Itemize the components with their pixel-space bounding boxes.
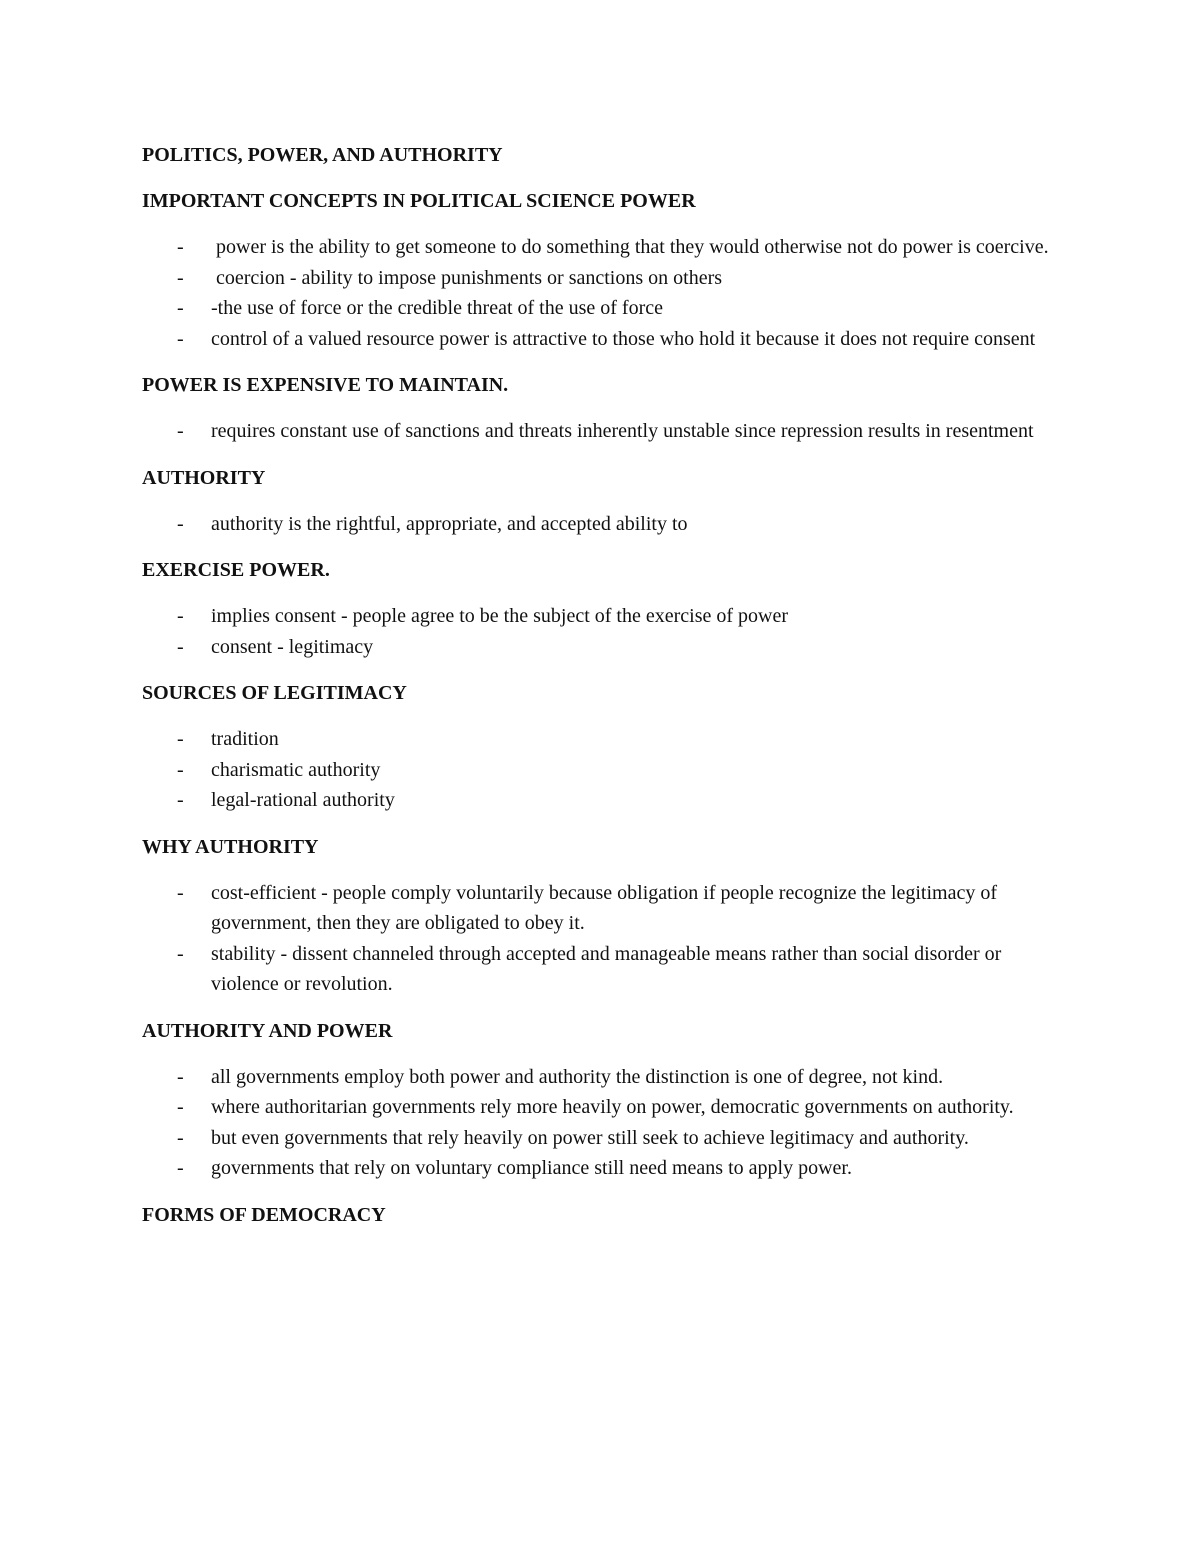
bullet-list [142, 232, 1062, 354]
list-item [142, 263, 1062, 294]
bullet-list [142, 724, 1062, 816]
bullet-marker: - [177, 236, 184, 258]
section-heading: POWER IS EXPENSIVE TO MAINTAIN. [142, 374, 509, 396]
list-item-text: where authoritarian governments rely more heavily on power, democratic governments on authority. [211, 1096, 1014, 1118]
list-item-text: -the use of force or the credible threat of the use of force [211, 297, 664, 319]
section-heading: SOURCES OF LEGITIMACY [142, 682, 407, 704]
list-item [142, 724, 1062, 755]
list-item-text: cost-efficient - people comply voluntarily because obligation if people recognize the legitimacy of government, then they are obligated to obey it. [211, 881, 998, 934]
bullet-marker: - [177, 635, 184, 658]
list-item-text: governments that rely on voluntary compliance still need means to apply power. [211, 1157, 852, 1179]
bullet-marker: - [177, 942, 184, 965]
list-item [142, 878, 1062, 939]
section-heading: AUTHORITY [142, 466, 266, 489]
list-item [142, 939, 1062, 1000]
bullet-marker: - [177, 1126, 184, 1149]
bullet-marker: - [177, 327, 184, 350]
list-item-text: legal-rational authority [211, 789, 395, 811]
list-item [142, 601, 1062, 632]
bullet-list [142, 878, 1062, 1000]
list-item [142, 232, 1062, 263]
list-item [142, 1092, 1062, 1123]
list-item-text: stability - dissent channeled through accepted and manageable means rather than social disorder or violence or revolution. [211, 942, 1002, 995]
list-item-text: requires constant use of sanctions and threats inherently unstable since repression results in resentment [211, 420, 1034, 442]
list-item-text: control of a valued resource power is attractive to those who hold it because it does not require consent [211, 327, 1036, 350]
list-item-text: implies consent - people agree to be the subject of the exercise of power [211, 605, 789, 627]
bullet-marker: - [177, 420, 184, 442]
list-item [142, 632, 1062, 663]
list-item [142, 785, 1062, 816]
list-item [142, 1153, 1062, 1184]
bullet-marker: - [177, 605, 184, 627]
bullet-marker: - [177, 297, 184, 319]
list-item [142, 509, 1062, 540]
bullet-marker: - [177, 266, 184, 289]
bullet-list [142, 1062, 1062, 1184]
section-heading: FORMS OF DEMOCRACY [142, 1203, 386, 1226]
bullet-list [142, 601, 1062, 662]
bullet-marker: - [177, 1065, 184, 1088]
list-item [142, 755, 1062, 786]
list-item [142, 293, 1062, 324]
list-item [142, 1062, 1062, 1093]
bullet-marker: - [177, 1096, 184, 1118]
list-item-text: tradition [211, 728, 279, 750]
list-item [142, 1123, 1062, 1154]
list-item-text: power is the ability to get someone to do something that they would otherwise not do power is coercive. [211, 236, 1049, 258]
list-item [142, 324, 1062, 355]
section-heading: AUTHORITY AND POWER [142, 1019, 393, 1042]
section-heading: WHY AUTHORITY [142, 835, 319, 858]
document-page [142, 140, 1062, 1246]
section-heading: IMPORTANT CONCEPTS IN POLITICAL SCIENCE POWER [142, 190, 696, 212]
bullet-marker: - [177, 881, 184, 904]
list-item-text: consent - legitimacy [211, 635, 374, 658]
list-item-text: authority is the rightful, appropriate, and accepted ability to [211, 512, 688, 535]
bullet-marker: - [177, 512, 184, 535]
list-item-text: charismatic authority [211, 758, 381, 781]
list-item [142, 416, 1062, 447]
document-title: POLITICS, POWER, AND AUTHORITY [142, 144, 503, 166]
bullet-marker: - [177, 1157, 184, 1179]
list-item-text: but even governments that rely heavily on power still seek to achieve legitimacy and authority. [211, 1126, 969, 1149]
list-item-text: all governments employ both power and authority the distinction is one of degree, not kind. [211, 1065, 944, 1088]
section-heading: EXERCISE POWER. [142, 559, 330, 581]
bullet-list [142, 509, 1062, 540]
bullet-marker: - [177, 789, 184, 811]
list-item-text: coercion - ability to impose punishments or sanctions on others [211, 266, 723, 289]
bullet-list [142, 416, 1062, 447]
bullet-marker: - [177, 758, 184, 781]
bullet-marker: - [177, 728, 184, 750]
